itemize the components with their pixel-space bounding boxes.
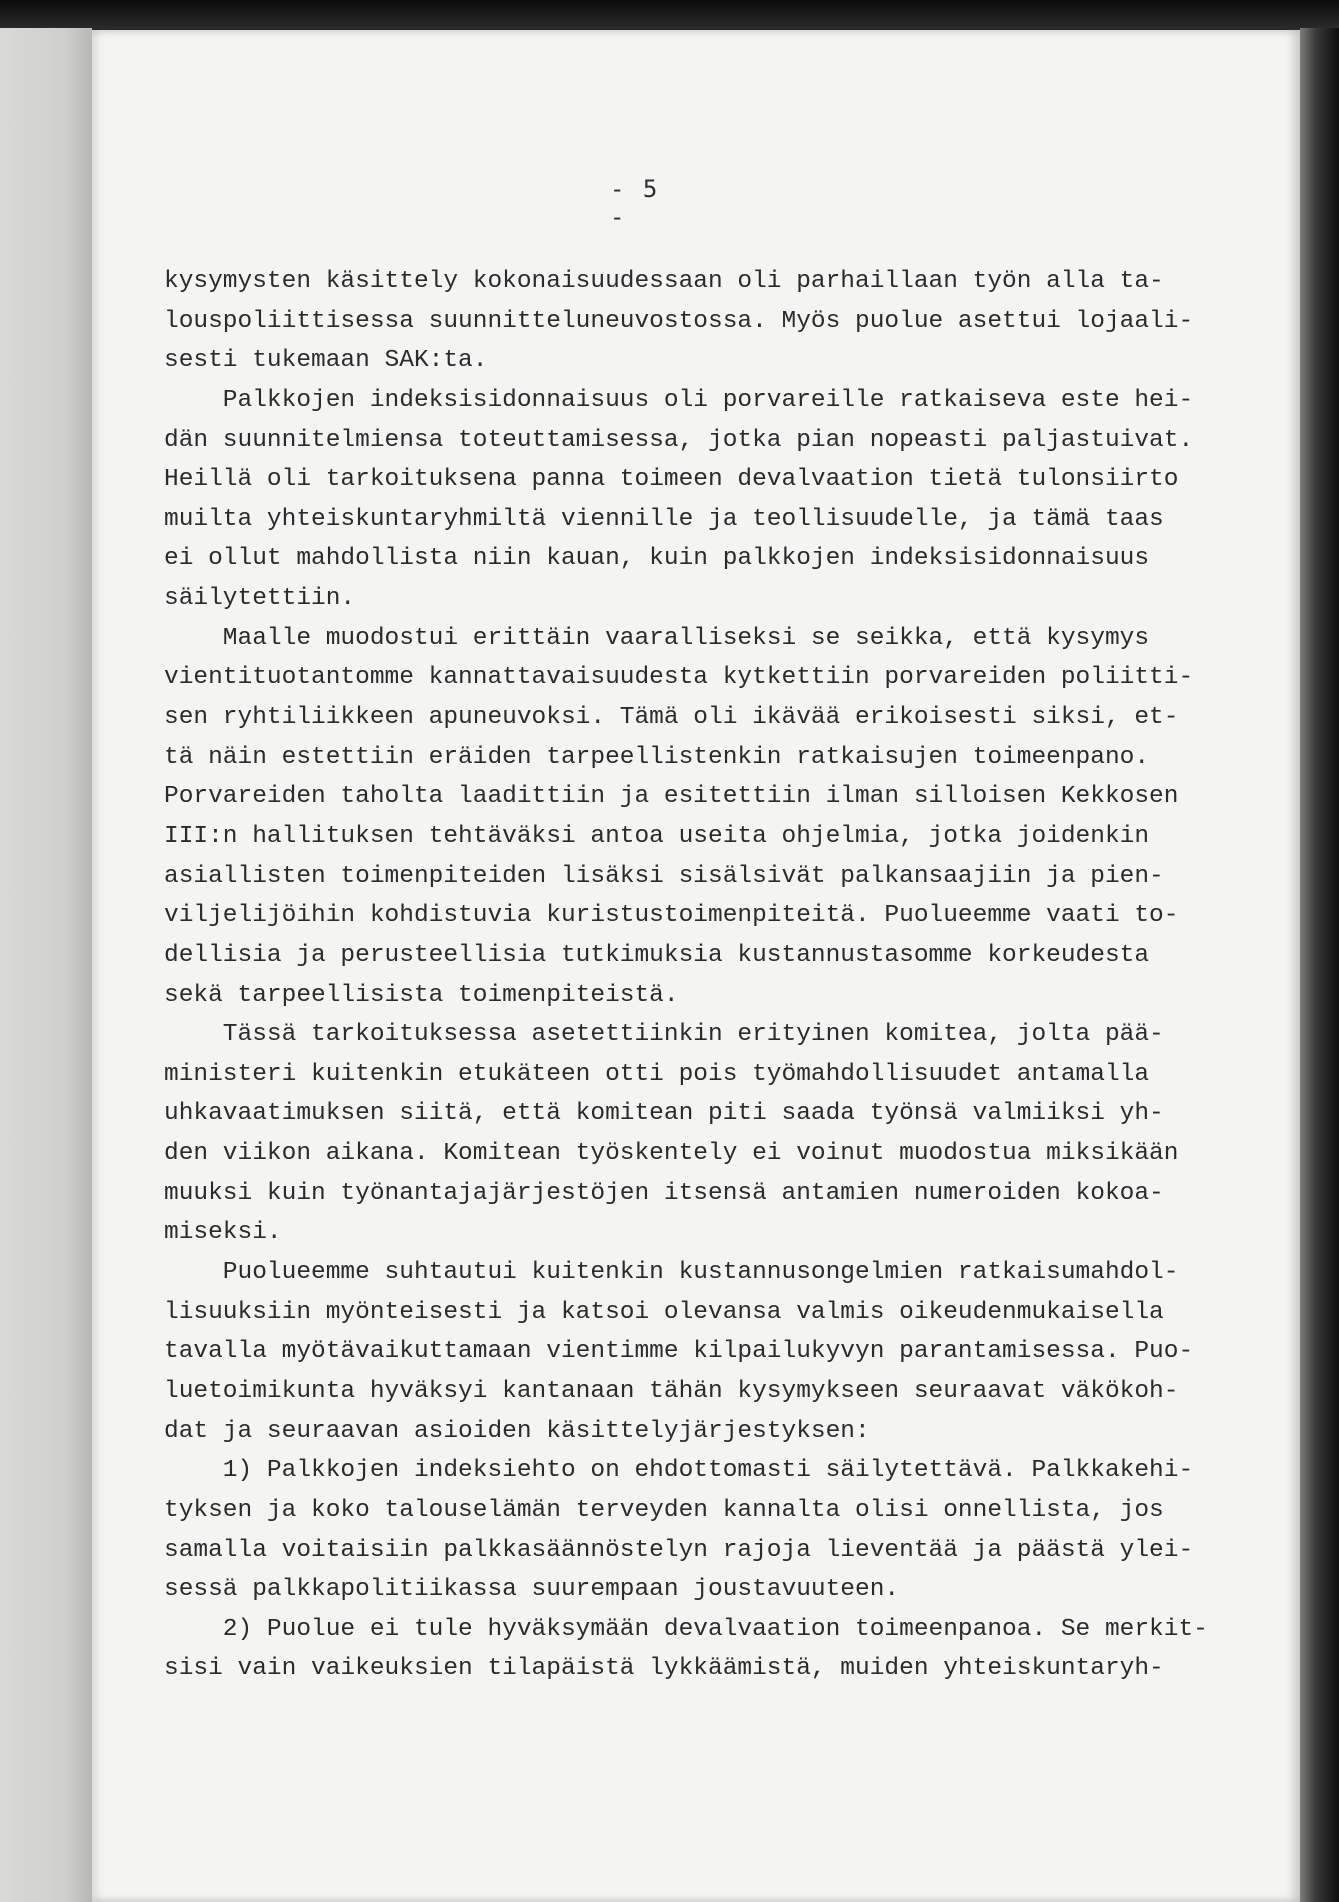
- text-line: ministeri kuitenkin etukäteen otti pois työmahdollisuudet antamalla: [164, 1060, 1150, 1088]
- text-line: Tässä tarkoituksessa asetettiinkin erityinen komitea, jolta pää-: [164, 1021, 1164, 1049]
- scan-top-edge: [0, 0, 1339, 28]
- page-number: - 5 -: [610, 175, 660, 231]
- scan-right-edge: [1300, 28, 1339, 1902]
- text-line: 2) Puolue ei tule hyväksymään devalvaation toimeenpanoa. Se merkit-: [164, 1615, 1208, 1643]
- text-line: asiallisten toimenpiteiden lisäksi sisälsivät palkansaajiin ja pien-: [164, 862, 1164, 890]
- text-line: sen ryhtiliikkeen apuneuvoksi. Tämä oli ikävää erikoisesti siksi, et-: [164, 704, 1179, 732]
- text-line: III:n hallituksen tehtäväksi antoa useita ohjelmia, jotka joidenkin: [164, 822, 1150, 850]
- text-line: Porvareiden taholta laadittiin ja esitettiin ilman silloisen Kekkosen: [164, 783, 1179, 811]
- text-line: muuksi kuin työnantajajärjestöjen itsensä antamien numeroiden kokoa-: [164, 1179, 1164, 1207]
- text-line: Puolueemme suhtautui kuitenkin kustannusongelmien ratkaisumahdol-: [164, 1259, 1179, 1287]
- text-line: luetoimikunta hyväksyi kantanaan tähän kysymykseen seuraavat väkökoh-: [164, 1377, 1179, 1405]
- text-line: ei ollut mahdollista niin kauan, kuin palkkojen indeksisidonnaisuus: [164, 545, 1150, 573]
- text-line: den viikon aikana. Komitean työskentely ei voinut muodostua miksikään: [164, 1140, 1179, 1168]
- text-line: sekä tarpeellisista toimenpiteistä.: [164, 981, 679, 1009]
- text-line: sisi vain vaikeuksien tilapäistä lykkäämistä, muiden yhteiskuntaryh-: [164, 1655, 1164, 1683]
- text-line: miseksi.: [164, 1219, 282, 1247]
- text-line: sesti tukemaan SAK:ta.: [164, 347, 488, 375]
- text-line: tavalla myötävaikuttamaan vientimme kilpailukyvyn parantamisessa. Puo-: [164, 1338, 1194, 1366]
- text-line: vientituotantomme kannattavaisuudesta kytkettiin porvareiden poliitti-: [164, 664, 1194, 692]
- text-line: lisuuksiin myönteisesti ja katsoi olevansa valmis oikeudenmukaisella: [164, 1298, 1164, 1326]
- text-line: dat ja seuraavan asioiden käsittelyjärjestyksen:: [164, 1417, 870, 1445]
- text-line: dellisia ja perusteellisia tutkimuksia kustannustasomme korkeudesta: [164, 941, 1150, 969]
- text-line: tyksen ja koko talouselämän terveyden kannalta olisi onnellista, jos: [164, 1496, 1164, 1524]
- scan-left-margin: [0, 28, 92, 1902]
- text-line: säilytettiin.: [164, 585, 356, 613]
- text-line: uhkavaatimuksen siitä, että komitean piti saada työnsä valmiiksi yh-: [164, 1100, 1164, 1128]
- text-line: dän suunnitelmiensa toteuttamisessa, jotka pian nopeasti paljastuivat.: [164, 426, 1194, 454]
- text-line: sessä palkkapolitiikassa suurempaan joustavuuteen.: [164, 1576, 900, 1604]
- body-text: [164, 262, 1224, 1689]
- text-line: 1) Palkkojen indeksiehto on ehdottomasti säilytettävä. Palkkakehi-: [164, 1457, 1194, 1485]
- text-line: kysymysten käsittely kokonaisuudessaan oli parhaillaan työn alla ta-: [164, 268, 1164, 295]
- text-line: tä näin estettiin eräiden tarpeellistenkin ratkaisujen toimeenpano.: [164, 743, 1150, 771]
- text-line: louspoliittisessa suunnitteluneuvostossa. Myös puolue asettui lojaali-: [164, 307, 1194, 335]
- text-line: Maalle muodostui erittäin vaaralliseksi se seikka, että kysymys: [164, 624, 1150, 652]
- text-line: Heillä oli tarkoituksena panna toimeen devalvaation tietä tulonsiirto: [164, 466, 1179, 494]
- text-line: viljelijöihin kohdistuvia kuristustoimenpiteitä. Puolueemme vaati to-: [164, 902, 1179, 930]
- text-line: samalla voitaisiin palkkasäännöstelyn rajoja lieventää ja päästä ylei-: [164, 1536, 1194, 1564]
- text-line: Palkkojen indeksisidonnaisuus oli porvareille ratkaiseva este hei-: [164, 386, 1194, 414]
- text-line: muilta yhteiskuntaryhmiltä viennille ja teollisuudelle, ja tämä taas: [164, 505, 1164, 533]
